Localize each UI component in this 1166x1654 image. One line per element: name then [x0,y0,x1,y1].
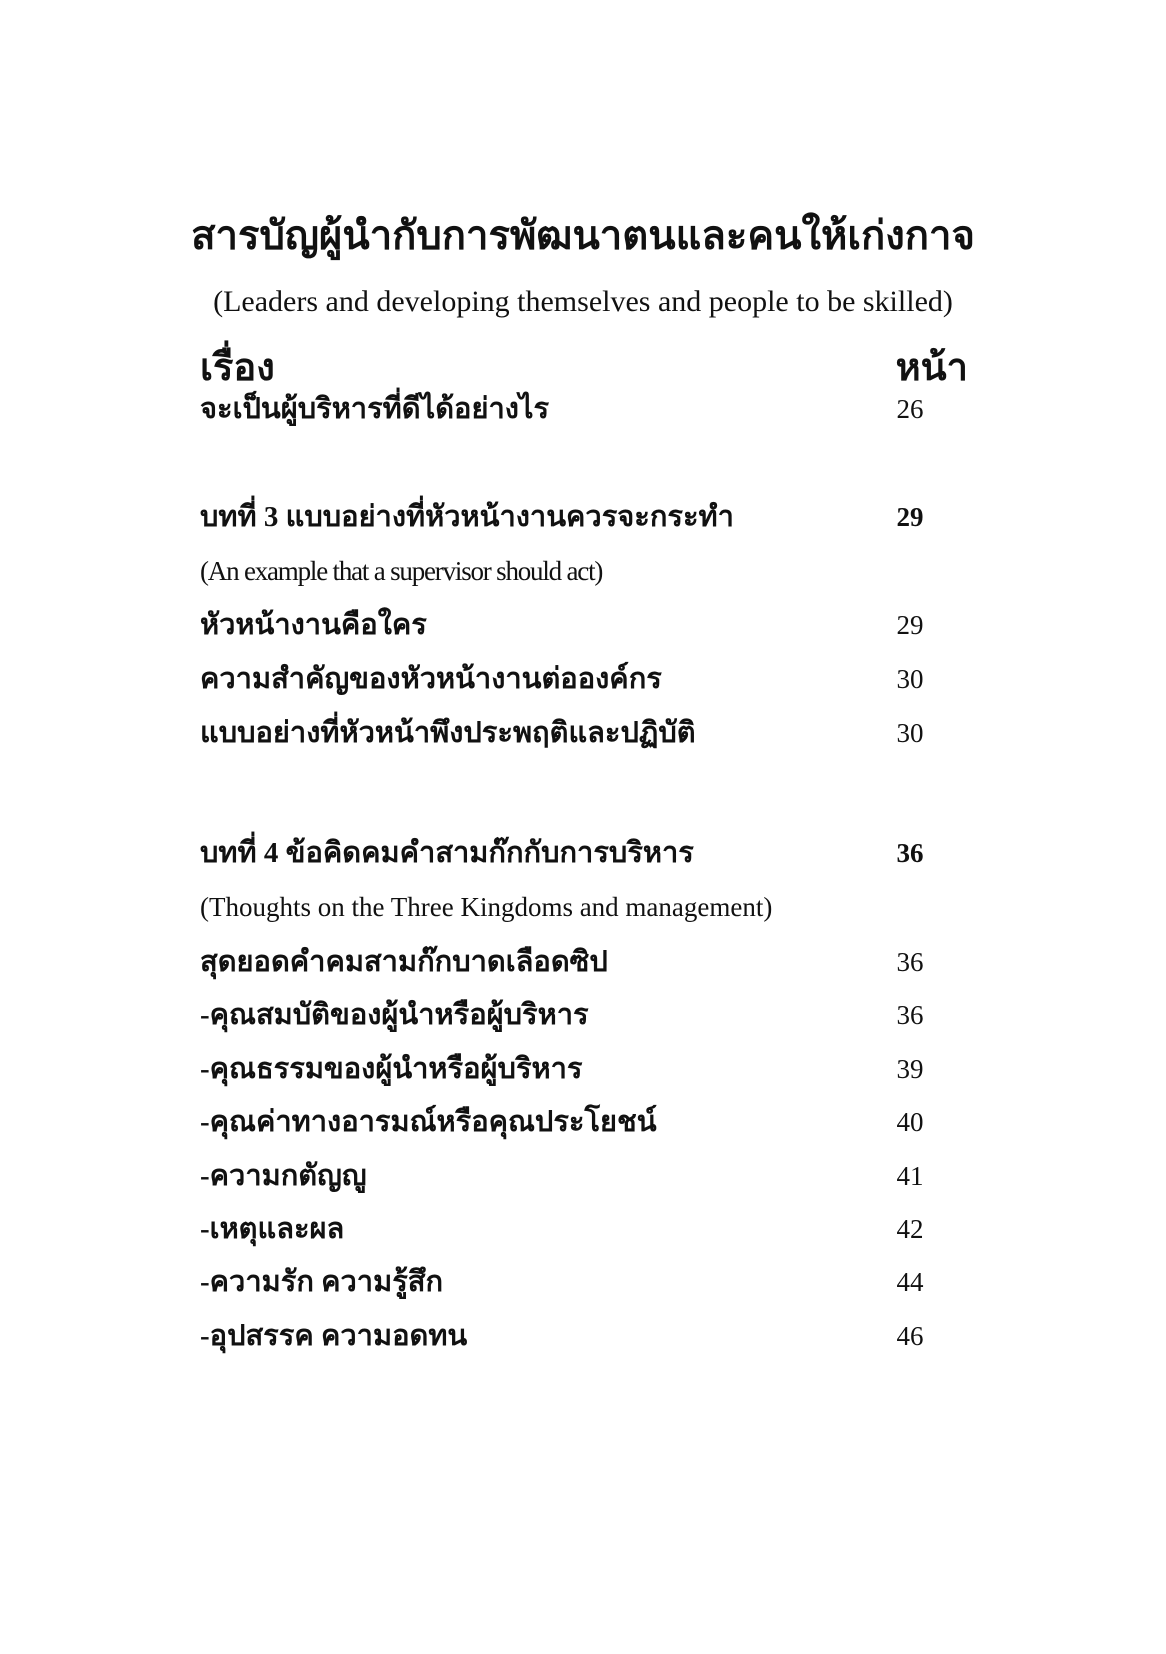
toc-entry [200,657,940,701]
toc-entry [200,1207,940,1251]
toc-entry-title: -คุณสมบัติของผู้นำหรือผู้บริหาร [200,999,589,1031]
toc-chapter-entry [200,495,940,539]
toc-entry-title: สุดยอดคำคมสามก๊กบาดเลือดซิป [200,946,608,978]
toc-entry-title: -เหตุและผล [200,1213,345,1245]
toc-entry-page: 29 [896,610,924,640]
toc-entry [200,1154,940,1198]
toc-entry-title: บทที่ 4 ข้อคิดคมคำสามก๊กกับการบริหาร [200,837,694,869]
toc-entry-page: 36 [896,838,924,868]
toc-entry-title: -คุณค่าทางอารมณ์หรือคุณประโยชน์ [200,1106,657,1138]
toc-entry [200,603,940,647]
toc-entry [200,1100,940,1144]
toc-entry-title: -คุณธรรมของผู้นำหรือผู้บริหาร [200,1053,583,1085]
toc-entry [200,1260,940,1304]
toc-entry-title: -ความรัก ความรู้สึก [200,1266,444,1298]
toc-entry-page: 26 [896,394,924,424]
page-title: สารบัญผู้นำกับการพัฒนาตนและคนให้เก่งกาจ [191,213,975,258]
toc-entry [200,1047,940,1091]
toc-entry-title: หัวหน้างานคือใคร [200,609,427,641]
chapter-english-title: (Thoughts on the Three Kingdoms and management) [200,892,773,922]
toc-entry-page: 42 [896,1214,924,1244]
toc-entry-title: ความสำคัญของหัวหน้างานต่อองค์กร [200,663,662,695]
toc-entry-page: 29 [896,502,924,532]
toc-entry [200,1314,940,1358]
toc-entry-page: 44 [896,1267,924,1297]
toc-entry-page: 46 [896,1321,924,1351]
toc-entry-page: 41 [896,1161,924,1191]
toc-entry-title: จะเป็นผู้บริหารที่ดีได้อย่างไร [200,393,550,425]
toc-entry [200,711,940,755]
toc-entry-title: -อุปสรรค ความอดทน [200,1320,468,1352]
toc-entry-title: แบบอย่างที่หัวหน้าพึงประพฤติและปฏิบัติ [200,717,696,749]
toc-entry-page: 39 [896,1054,924,1084]
toc-entry-page: 36 [896,1000,924,1030]
toc-chapter-entry [200,831,940,875]
topic-column-header: เรื่อง [200,347,275,389]
toc-entry [200,993,940,1037]
toc-entry-page: 36 [896,947,924,977]
toc-entry-page: 30 [896,664,924,694]
toc-entry [200,940,940,984]
chapter-english-title: (An example that a supervisor should act) [200,556,603,586]
toc-entry-title: บทที่ 3 แบบอย่างที่หัวหน้างานควรจะกระทำ [200,501,734,533]
toc-entry-page: 40 [896,1107,924,1137]
page-subtitle: (Leaders and developing themselves and people to be skilled) [213,285,953,318]
page-column-header: หน้า [895,347,968,389]
toc-entry-page: 30 [896,718,924,748]
toc-entry [200,387,940,431]
toc-entry-title: -ความกตัญญู [200,1160,367,1192]
